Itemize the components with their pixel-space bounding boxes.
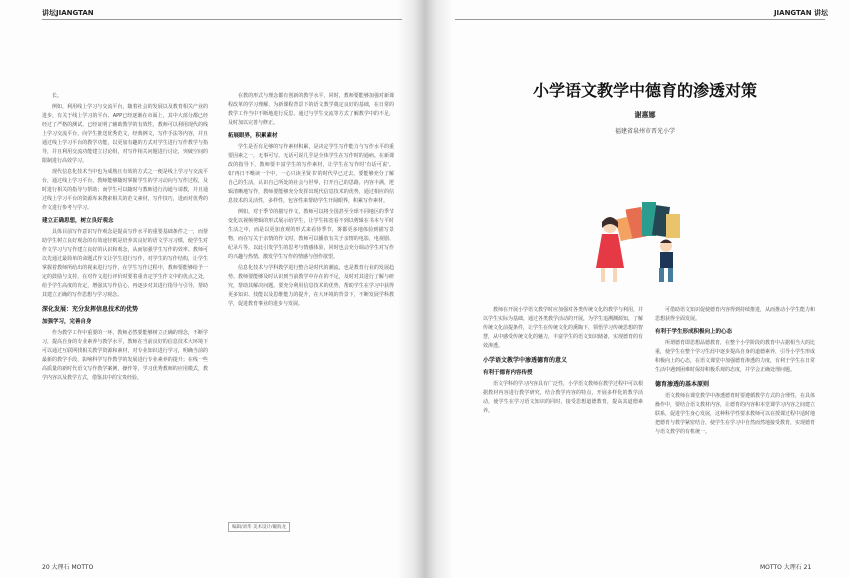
editor-credit: 编辑/刘华 美术设计/戴海龙 xyxy=(228,522,290,532)
children-reading-illustration xyxy=(588,188,698,288)
section-heading: 德育渗透的基本原则 xyxy=(655,381,710,388)
right-column-1 xyxy=(483,306,643,556)
section-heading: 小学语文教学中渗透德育的意义 xyxy=(483,357,568,364)
paragraph: 在教的形式与理念都有创新的教学水平，同时，教师要能够加强对新课程改革的学习理解，为新课程背景下的语文教学奠定良好的基础，在日常的教学工作当中不断地进行反思，通过与学生交流等方式了解教学中的不足，及时加以完善与修正。 xyxy=(228,93,394,126)
paragraph: 语文学科的学习内容具有广泛性，小学语文教师在教学过程中可以根据教材内容进行教学研究，结合教学内容的特点，开展多样化的教学活动，使学生在学习语文知识的同时，接受思想道德教育，提高其道德素养。 xyxy=(483,381,643,414)
paragraph: 可借助语文知识促使德育内容得到持续推进，从而推动小学生能力和思想获得全面发展。 xyxy=(655,307,815,322)
article-title: 小学语文教学中德育的渗透对策 xyxy=(532,81,757,100)
page-number-left: 20 大理石 MOTTO xyxy=(42,564,94,571)
running-header-right: JIANGTAN 讲坛 xyxy=(773,9,828,17)
paragraph: 所谓德育即思想品德教育，在整个小学阶段的教育中占据相当大的比重，使学生在整个学习生涯中逐步提高自身的道德素养，引导小学生形成积极向上的心态，在语文课堂中加强德育渗透的力度，有利于学生在日常生活中遇到困难时保持积极乐观的态度，并学会正确处理问题。 xyxy=(655,340,815,373)
paragraph: 作为教学工作中重要的一环，教师必然要能够树立正确的理念，不断学习，提高自身的专业素养与教学水平，教师在当前良好的信息技术大环境下可以通过互联网找相关教学资源和素材，对专业知识进行学习，明确当前的最新的教学手段，影响科学写作教学的发展进行专业素养的提升；在线一些高质量的新时代语文写作教学案例，操作等，学习优秀教师的应用模式，教学内容以及教学方式，借鉴其中的宝贵经验。 xyxy=(42,330,208,381)
left-column-2 xyxy=(228,92,394,512)
subheading: 加强学习，完善自身 xyxy=(42,319,92,325)
boy-figure-icon xyxy=(659,240,673,283)
paragraph: 例如，对于季节的描写作文，教师可以将全国甚至全球不同地区的季节变化以视频剪辑的形式展示给学生，让学生拓宽看不到以剪辑在书本与平时生活之中，而是以更加直观的形式来看待季节，雾都更多地体验到描写景物，而在写关于亲情的作文时，教师可以播放有关于亲情的电影，电视剧、纪录片等，以此引发学生的思考与情感体验，同时也会充分调动学生对写作的兴趣与热情，激发学生写作的情感与创作欲望。 xyxy=(228,209,394,260)
author-name: 谢惠娜 xyxy=(634,111,656,119)
paragraph: 教师在开展小学语文教学时应加强对各类传统文化的教学与利用，并以学生实际为基础，通过各类教学活动的开展，为学生追溯渊源知，了解传统文化前提条件，让学生在传统文化的熏陶下，领悟学习传统思想的智慧，从中感受传统文化的魅力，丰富学生的语文知识储备，实现德育的有效渗透。 xyxy=(483,307,643,349)
subheading: 有利于德育内容传授 xyxy=(483,370,533,376)
section-heading: 深化发展：充分发挥信息技术的优势 xyxy=(42,306,139,313)
header-rule xyxy=(455,19,825,20)
left-column-1 xyxy=(42,92,208,552)
paragraph: 信息化技术与学科教学进行整合是时代的潮流，也是教育行业的发展趋势。教师要能够及时认识到当前教学中存在的不足，及时对其进行了解与研究，帮助其解决问题。要充分利用信息技术的优势，帮助学生在学习中获得更多知识、技能以及思维能力的提升，在大环境的背景下，不断发展学科教学，促进教育事业的进步与发展。 xyxy=(228,265,394,307)
paragraph: 例如，利用线上学习与交流平台，随着社会的发展以及教育相关产业的进步，有关于线上学习的平台、APP已经逐渐在市面上，其中大部分都已经经过了严格的测试，已经证明了辅助教学的有效性，教师可以利用现代的线上学习交流平台，向学生推送优秀范文，经典例文，写作手法等内容，并且通过线上学习平台的教学功能，以更加有趣的方式对学生进行写作教学与指导，并且利用交流功能建立讨论组，对写作相关问题进行讨论，突破空间的限制进行高效学习。 xyxy=(42,104,208,164)
gutter-shadow xyxy=(425,0,453,578)
running-header-left: 讲坛JIANGTAN xyxy=(42,9,94,17)
subheading: 有利于学生形成积极向上的心态 xyxy=(655,329,733,335)
paragraph: 现代信息化技术当中也为成熟且有效的方式之一便是线上学习与交流平台，通过线上学习平台，教师能够随时掌握学生的学习动向与写作过程，及时进行相关的指导与帮助；而学生可以随时与教师进行沟通与请教，并且通过线上学习平台的资源库来搜索相关的范文素材，写作技巧，进而对优秀的作文进行参考与学习。 xyxy=(42,169,208,211)
author-affiliation: 福建省泉州市晋光小学 xyxy=(614,128,675,135)
book-stack-icon xyxy=(616,202,680,241)
paragraph: 语文教师在课堂教学中渗透德育时要遵循教学方式的合理性，在具体操作中，要结合语文教材内容，让德育的内容和本堂课学习内容之间建立联系，促进学生身心发展，这种科学性要求教师可以在授课过程中适时地把德育与教学紧密结合，使学生在学习中自然而然地接受教育，实现德育与语文教学的有机统一。 xyxy=(655,393,815,435)
header-rule xyxy=(42,19,402,20)
subheading: 拓展眼界，积累素材 xyxy=(228,133,278,139)
paragraph: 具体目前写作意识写作观念是提高写作水平的重要基础条件之一，而帮助学生树立良好观念的有效途径则是培养其良好的语文学习习惯，使学生对作文学习与写作建立良好的认识和观念，从而加强学生写作的效率。教师可以先通过最简单的命题式作文让学生进行写作，对学生的写作结构，让学生掌握着教师所给出的视来进行写作，在学生写作过程中，教师要能够给予一定的鼓励与支持，在对作文进行评价时要着重肯定学生作文中的优点之处，给予学生高度的肯定，增强其写作信心，再逐步对其进行指导与引导，帮助其建立正确的写作思想与学习观念。 xyxy=(42,229,208,298)
subheading: 建立正确思想，树立良好观念 xyxy=(42,218,114,224)
right-column-2 xyxy=(655,306,815,556)
gutter-shadow xyxy=(397,0,425,578)
paragraph: 学生是否有足够的写作素材积累，是决定学生写作能力与写作水平的重要因素之一，无事可写，无话可说几乎是全体学生在写作时的通病。在新课改的指导下，教师要丰富学生的写作素材，让学生在写作时'有话可说'。如'再日不啭读一个中，一心只读圣贤书'的时代早已过去，要能够充分了解自己的生活，认识自己所处的社会与世界，打开自己的思路，内容丰满，逻辑清晰地写作，教师要能够充分发挥出现代信息技术的优势，通过相应的信息技术的灵活性，多样性，包容性来帮助学生开阔眼界，积累写作素材。 xyxy=(228,144,394,204)
paragraph: 长。 xyxy=(52,93,63,99)
page-number-right: MOTTO 大理石 21 xyxy=(760,564,812,571)
